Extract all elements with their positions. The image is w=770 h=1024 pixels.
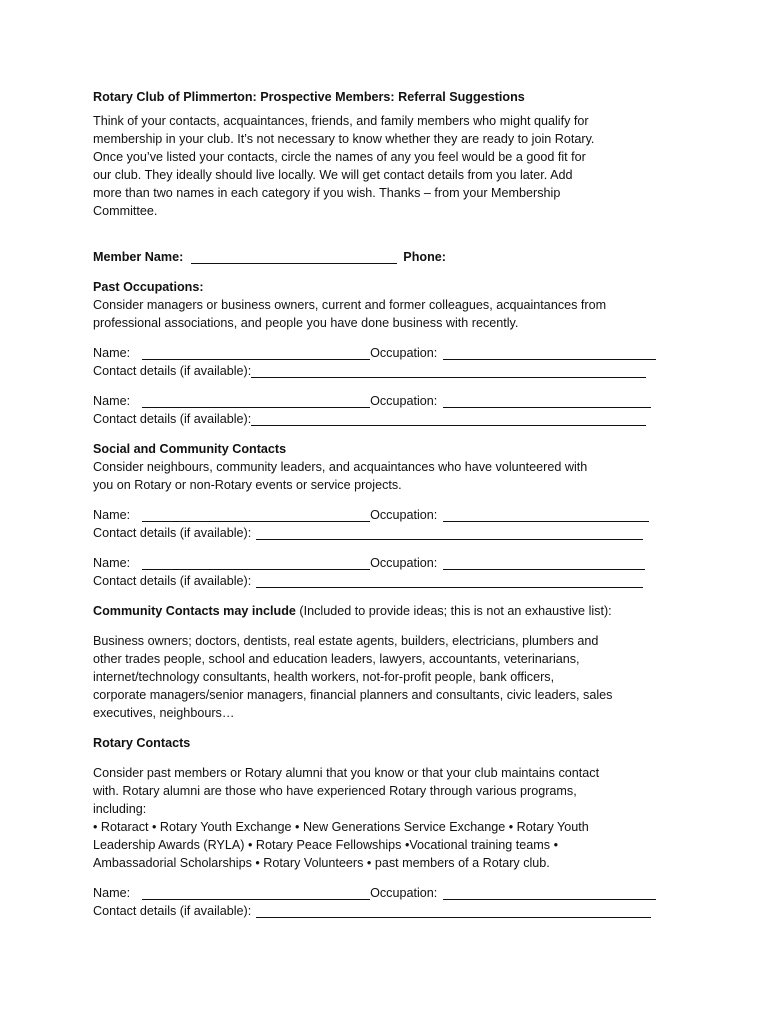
name-field[interactable] xyxy=(142,394,370,408)
community-line: executives, neighbours… xyxy=(93,706,235,720)
name-label: Name: xyxy=(93,394,131,408)
referral-name-row xyxy=(93,506,683,524)
rotary-contacts-text xyxy=(93,764,683,872)
community-line: corporate managers/senior managers, financial planners and consultants, civic leaders, sales xyxy=(93,688,613,702)
referral-contact-row xyxy=(93,572,683,590)
rotary-line: including: xyxy=(93,802,147,816)
intro-line: Think of your contacts, acquaintances, friends, and family members who might qualify for xyxy=(93,114,589,128)
section-description: Consider managers or business owners, current and former colleagues, acquaintances from xyxy=(93,298,607,312)
community-line: other trades people, school and education leaders, lawyers, accountants, veterinarians, xyxy=(93,652,580,666)
community-line: Business owners; doctors, dentists, real estate agents, builders, electricians, plumbers and xyxy=(93,634,599,648)
member-name-label: Member Name: xyxy=(93,250,184,264)
past-occupations-heading: Past Occupations: xyxy=(93,280,204,294)
contact-field[interactable] xyxy=(256,574,643,588)
rotary-line: Consider past members or Rotary alumni that you know or that your club maintains contact xyxy=(93,766,600,780)
intro-line: more than two names in each category if you wish. Thanks – from your Membership xyxy=(93,186,561,200)
referral-name-row xyxy=(93,392,683,410)
occupation-label: Occupation: xyxy=(370,394,438,408)
name-label: Name: xyxy=(93,556,131,570)
contact-field[interactable] xyxy=(256,526,643,540)
intro-paragraph xyxy=(93,112,683,220)
name-field[interactable] xyxy=(142,346,370,360)
referral-name-row xyxy=(93,884,683,902)
rotary-line: Leadership Awards (RYLA) • Rotary Peace Fellowships •Vocational training teams • xyxy=(93,838,558,852)
occupation-field[interactable] xyxy=(443,394,651,408)
rotary-line: with. Rotary alumni are those who have experienced Rotary through various programs, xyxy=(93,784,577,798)
referral-contact-row xyxy=(93,410,683,428)
intro-line: Once you’ve listed your contacts, circle the names of any you feel would be a good fit for xyxy=(93,150,586,164)
referral-name-row xyxy=(93,344,683,362)
community-contacts-list xyxy=(93,632,683,722)
referral-form xyxy=(93,88,683,920)
referral-name-row xyxy=(93,554,683,572)
occupation-field[interactable] xyxy=(443,556,645,570)
name-label: Name: xyxy=(93,508,131,522)
name-label: Name: xyxy=(93,346,131,360)
community-contacts-heading xyxy=(93,602,683,620)
contact-field[interactable] xyxy=(251,364,646,378)
contact-label: Contact details (if available): xyxy=(93,364,252,378)
page-title: Rotary Club of Plimmerton: Prospective Members: Referral Suggestions xyxy=(93,90,525,104)
contact-field[interactable] xyxy=(256,904,651,918)
name-field[interactable] xyxy=(142,508,370,522)
occupation-label: Occupation: xyxy=(370,886,438,900)
intro-line: our club. They ideally should live locally. We will get contact details from you later. Add xyxy=(93,168,573,182)
contact-label: Contact details (if available): xyxy=(93,574,252,588)
occupation-field[interactable] xyxy=(443,886,656,900)
intro-line: membership in your club. It’s not necessary to know whether they are ready to join Rotary. xyxy=(93,132,595,146)
rotary-line: Ambassadorial Scholarships • Rotary Volunteers • past members of a Rotary club. xyxy=(93,856,550,870)
referral-contact-row xyxy=(93,524,683,542)
referral-contact-row xyxy=(93,902,683,920)
referral-contact-row xyxy=(93,362,683,380)
social-community-heading: Social and Community Contacts xyxy=(93,442,287,456)
contact-field[interactable] xyxy=(251,412,646,426)
section-description: Consider neighbours, community leaders, and acquaintances who have volunteered with xyxy=(93,460,588,474)
community-line: internet/technology consultants, health workers, not-for-profit people, bank officers, xyxy=(93,670,555,684)
intro-line: Committee. xyxy=(93,204,158,218)
name-field[interactable] xyxy=(142,556,370,570)
name-label: Name: xyxy=(93,886,131,900)
occupation-field[interactable] xyxy=(443,508,649,522)
rotary-contacts-heading: Rotary Contacts xyxy=(93,736,191,750)
contact-label: Contact details (if available): xyxy=(93,412,252,426)
phone-label: Phone: xyxy=(403,250,446,264)
occupation-label: Occupation: xyxy=(370,346,438,360)
occupation-label: Occupation: xyxy=(370,508,438,522)
section-description: you on Rotary or non-Rotary events or service projects. xyxy=(93,478,402,492)
member-name-field[interactable] xyxy=(191,250,397,264)
occupation-label: Occupation: xyxy=(370,556,438,570)
community-contacts-heading-bold: Community Contacts may include xyxy=(93,604,296,618)
rotary-line: • Rotaract • Rotary Youth Exchange • New Generations Service Exchange • Rotary Youth xyxy=(93,820,589,834)
community-contacts-heading-note: (Included to provide ideas; this is not an exhaustive list): xyxy=(295,604,612,618)
contact-label: Contact details (if available): xyxy=(93,904,252,918)
name-field[interactable] xyxy=(142,886,370,900)
occupation-field[interactable] xyxy=(443,346,656,360)
member-row xyxy=(93,248,683,266)
section-description: professional associations, and people you have done business with recently. xyxy=(93,316,519,330)
contact-label: Contact details (if available): xyxy=(93,526,252,540)
